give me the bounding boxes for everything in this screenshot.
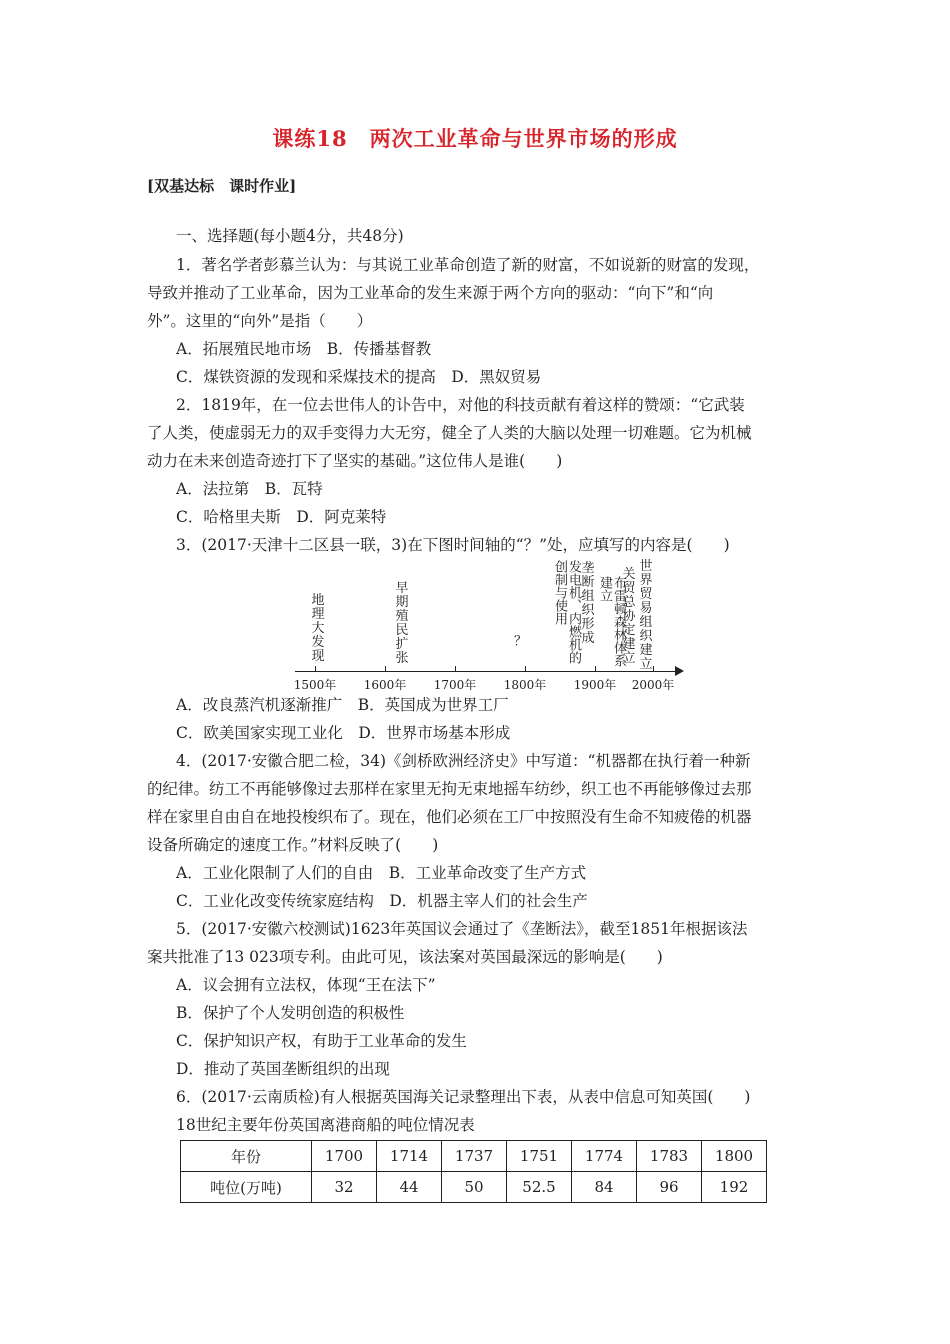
timeline-tick [525, 666, 526, 671]
timeline-tick [595, 666, 596, 671]
timeline-year: 1500年 [293, 678, 337, 692]
timeline-tick [653, 666, 654, 671]
q5-option-b: B．保护了个人发明创造的积极性 [176, 1004, 405, 1022]
q4-options-ab: A．工业化限制了人们的自由 B．工业革命改变了生产方式 [176, 864, 587, 882]
table-cell: 吨位(万吨) [181, 1172, 312, 1203]
timeline-label-monopoly: 垄断组织形成 [581, 561, 595, 646]
timeline-axis [295, 671, 677, 672]
timeline-figure [295, 558, 695, 698]
q2-line-2: 了人类，使虚弱无力的双手变得力大无穷，健全了人类的大脑以处理一切难题。它为机械 [147, 424, 752, 442]
timeline-label-question: ？ [514, 634, 528, 649]
timeline-arrow [675, 666, 684, 676]
timeline-tick [315, 666, 316, 671]
table-caption: 18世纪主要年份英国离港商船的吨位情况表 [176, 1116, 475, 1134]
table-cell: 年份 [181, 1141, 312, 1172]
q4-line-1: 4．(2017·安徽合肥二检，34)《剑桥欧洲经济史》中写道：“机器都在执行着一种新 [176, 752, 751, 770]
table-cell: 1774 [572, 1141, 637, 1172]
table-cell: 1714 [377, 1141, 442, 1172]
q5-option-d: D．推动了英国垄断组织的出现 [176, 1060, 390, 1078]
q3-options-cd: C．欧美国家实现工业化 D．世界市场基本形成 [176, 724, 511, 742]
q6-line-1: 6．(2017·云南质检)有人根据英国海关记录整理出下表，从表中信息可知英国( ) [176, 1088, 751, 1106]
page-title: 课练18 两次工业革命与世界市场的形成 [272, 126, 678, 151]
q5-line-1: 5．(2017·安徽六校测试)1623年英国议会通过了《垄断法》，截至1851年根据该法 [176, 920, 748, 938]
table-cell: 1700 [312, 1141, 377, 1172]
q3-options-ab: A．改良蒸汽机逐渐推广 B．英国成为世界工厂 [176, 696, 509, 714]
timeline-year: 2000年 [631, 678, 675, 692]
timeline-label-bretton-woods: 布雷顿森林体系建立 [597, 576, 626, 667]
table-cell: 1800 [702, 1141, 767, 1172]
q4-line-2: 的纪律。纺工不再能够像过去那样在家里无拘无束地摇车纺纱，织工也不再能够像过去那 [147, 780, 752, 798]
table-cell: 52.5 [507, 1172, 572, 1203]
timeline-year: 1900年 [573, 678, 617, 692]
part-heading: 一、选择题(每小题4分，共48分) [176, 227, 404, 245]
table-cell: 1783 [637, 1141, 702, 1172]
timeline-tick [385, 666, 386, 671]
q1-options-cd: C．煤铁资源的发现和采煤技术的提高 D．黑奴贸易 [176, 368, 542, 386]
q4-line-4: 设备所确定的速度工作。”材料反映了( ) [147, 836, 439, 854]
q1-line-1: 1．著名学者彭慕兰认为：与其说工业革命创造了新的财富，不如说新的财富的发现， [176, 256, 760, 274]
timeline-label-generator: 发电机、内燃机的创制与使用 [552, 560, 581, 664]
table-cell: 1737 [442, 1141, 507, 1172]
table-cell: 50 [442, 1172, 507, 1203]
table-cell: 84 [572, 1172, 637, 1203]
timeline-label-wto: 世界贸易组织建立 [639, 559, 653, 672]
timeline-year: 1700年 [433, 678, 477, 692]
q5-option-c: C．保护知识产权，有助于工业革命的发生 [176, 1032, 467, 1050]
q3-line-1: 3．(2017·天津十二区县一联，3)在下图时间轴的“？”处，应填写的内容是( ) [176, 536, 730, 554]
table-cell: 96 [637, 1172, 702, 1203]
q5-option-a: A．议会拥有立法权，体现“王在法下” [176, 976, 436, 994]
q1-line-3: 外”。这里的“向外”是指（ ） [147, 312, 373, 330]
section-heading: [双基达标 课时作业] [147, 177, 297, 195]
timeline-tick [455, 666, 456, 671]
q5-line-2: 案共批准了13 023项专利。由此可见，该法案对英国最深远的影响是( ) [147, 948, 663, 966]
q1-line-2: 导致并推动了工业革命，因为工业革命的发生来源于两个方向的驱动：“向下”和“向 [147, 284, 714, 302]
table-row [181, 1141, 767, 1172]
q4-options-cd: C．工业化改变传统家庭结构 D．机器主宰人们的社会生产 [176, 892, 588, 910]
q2-options-ab: A．法拉第 B．瓦特 [176, 480, 323, 498]
table-cell: 44 [377, 1172, 442, 1203]
table-cell: 192 [702, 1172, 767, 1203]
table-cell: 32 [312, 1172, 377, 1203]
timeline-year: 1600年 [363, 678, 407, 692]
timeline-label-discovery: 地理大发现 [311, 593, 325, 664]
table-row [181, 1172, 767, 1203]
table-cell: 1751 [507, 1141, 572, 1172]
q2-line-1: 2．1819年，在一位去世伟人的讣告中，对他的科技贡献有着这样的赞颂：“它武装 [176, 396, 745, 414]
q4-line-3: 样在家里自由自在地投梭织布了。现在，他们必须在工厂中按照没有生命不知疲倦的机器 [147, 808, 752, 826]
tonnage-table [180, 1140, 767, 1203]
timeline-label-colonial-expansion: 早期殖民扩张 [395, 581, 409, 666]
q2-line-3: 动力在未来创造奇迹打下了坚实的基础。”这位伟人是谁( ) [147, 452, 563, 470]
q2-options-cd: C．哈格里夫斯 D．阿克莱特 [176, 508, 387, 526]
timeline-label-gatt: 关贸总协定建立 [622, 567, 636, 666]
timeline-year: 1800年 [503, 678, 547, 692]
q1-options-ab: A．拓展殖民地市场 B．传播基督教 [176, 340, 432, 358]
